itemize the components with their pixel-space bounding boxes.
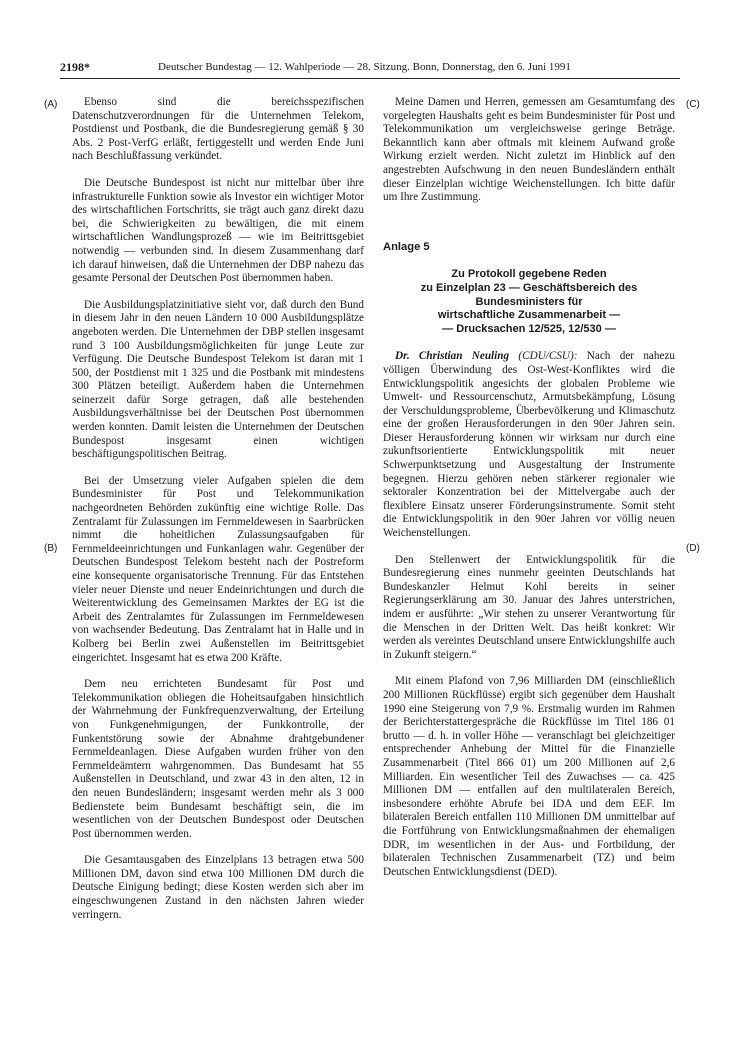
paragraph: Dem neu errichteten Bundesamt für Post und Telekommunikation obliegen die Hoheitsaufgaben hinsichtlich der Wahrnehmung der Funkfrequenzverwaltung, der Erteilung von Funkgenehmigungen, der Funkkontrolle, der Funkentstörung sowie der Abnahme drahtgebundener Fernmeldeanlagen. Diese Aufgaben wurden früher von den Fernmeldeämtern wahrgenommen. Das Bundesamt hat 55 Außenstellen in Deutschland, und zwar 43 in den alten, 12 in den neuen Bundesländern; insgesamt werden mehr als 3 000 Bedienstete beim Bundesamt beschäftigt sein, die im wesentlichen von der Deutschen Bundespost oder Deutschen Post übernommen werden.	[72, 678, 364, 840]
right-column	[383, 96, 675, 892]
paragraph: Bei der Umsetzung vieler Aufgaben spielen die dem Bundesminister für Post und Telekommunikation nachgeordneten Behörden zukünftig eine wichtige Rolle. Das Zentralamt für Zulassungen im Fernmeldewesen in Saarbrücken nimmt die hoheitlichen Zulassungsaufgaben für Fernmeldeeinrichtungen und Funkanlagen wahr. Gegenüber der Deutschen Bundespost Telekom besteht nach der Postreform eine konsequente organisatorische Trennung. Für das Entstehen vieler neuer Dienste und neuer Endeinrichtungen und durch die Weiterentwicklung des Gemeinsamen Marktes der EG ist die Arbeit des Zentralamtes für Zulassungen im Fernmeldewesen von wachsender Bedeutung. Das Zentralamt hat in Halle und in Kolberg bei Berlin zwei Außenstellen im Beitrittsgebiet eingerichtet. Insgesamt hat es etwa 200 Kräfte.	[72, 474, 364, 664]
appendix-title: Anlage 5	[383, 240, 430, 253]
margin-mark-c: (C)	[686, 99, 700, 110]
page-header	[60, 56, 680, 79]
paragraph: Ebenso sind die bereichsspezifischen Datenschutzverordnungen für die Unternehmen Telekom, Postdienst und Postbank, die die Bundesregierung gemäß § 30 Abs. 2 Post-VerfG erläßt, fertiggestellt und werden Ende Juni nach Beschlußfassung verkündet.	[72, 96, 364, 163]
paragraph: Die Gesamtausgaben des Einzelplans 13 betragen etwa 500 Millionen DM, davon sind etwa 100 Millionen DM durch die Deutsche Einigung bedingt; diese Kosten werden sich aber im eingeschwungenen Zustand in den nächsten Jahren wieder verringern.	[72, 854, 364, 921]
paragraph: Die Ausbildungsplatzinitiative sieht vor, daß durch den Bund in diesem Jahr in den neuen Ländern 10 000 Ausbildungsplätze angeboten werden. Die Unternehmen der DBP stellen insgesamt rund 3 100 Ausbildungsmöglichkeiten für junge Leute zur Verfügung. Die Deutsche Bundespost Telekom ist daran mit 1 500, der Postdienst mit 1 325 und die Postbank mit mindestens 300 Plätzen beteiligt. Außerdem haben die Unternehmen seinerzeit dafür Sorge getragen, daß alle bestehenden Ausbildungsverhältnisse bei der Deutschen Post übernommen werden konnten. Damit leisten die Unternehmen der Deutschen Bundespost insgesamt einen wichtigen beschäftigungspolitischen Beitrag.	[72, 298, 364, 461]
margin-mark-b: (B)	[44, 543, 58, 554]
speech-text: Nach der nahezu völligen Überwindung des Ost-West-Konfliktes wird die Entwicklungspolitik angesichts der globalen Probleme wie Umwelt- und Ressourcenschutz, Armutsbekämpfung, Lösung der Verschuldungsprobleme, Überbevölkerung und Klimaschutz eine der großen Herausforderungen in den 90er Jahren sein. Dieser Herausforderung können wir wirksam nur durch eine zukunftsorientierte Entwicklungspolitik mit neuer Schwerpunktsetzung und Ausgestaltung der Instrumente begegnen. Hierzu gehören neben stärkerer regionaler wie sektoraler Konzentration bei der Mittelvergabe auch der flexiblere Einsatz unserer Förderungsinstrumente. Somit steht die Entwicklungspolitik in den 90er Jahren vor völlig neuen Weichenstellungen.	[383, 350, 676, 540]
heading-line: zu Einzelplan 23 — Geschäftsbereich des	[420, 281, 638, 294]
paragraph: Den Stellenwert der Entwicklungspolitik für die Bundesregierung eines nunmehr geeinten Deutschlands hat Bundeskanzler Helmut Kohl bereits in seiner Regierungserklärung am 30. Januar des Jahres unterstrichen, indem er ausführte: „Wir stehen zu unserer Verantwortung für die Menschen in der Dritten Welt. Das heißt konkret: Wir werden als vereintes Deutschland unsere Entwicklungshilfe auch in Zukunft steigern.“	[383, 553, 675, 661]
margin-mark-a: (A)	[44, 99, 58, 110]
heading-line: wirtschaftliche Zusammenarbeit —	[437, 309, 621, 322]
speaker-name: Dr. Christian Neuling	[395, 350, 510, 363]
paragraph: Die Deutsche Bundespost ist nicht nur mittelbar über ihre infrastrukturelle Funktion sowie als Investor ein wichtiger Motor des wirtschaftlichen Fortschritts, sie trägt auch ganz direkt dazu bei, die Schwierigkeiten zu bewältigen, die mit einem wirtschaftlichen Wandlungsprozeß — wie im Beitrittsgebiet notwendig — verbunden sind. In diesem Zusammenhang darf ich darauf hinweisen, daß die Unternehmen der DBP nahezu das gesamte Personal der Deutschen Post übernommen haben.	[72, 176, 364, 285]
heading-line: Bundesministers für	[475, 295, 583, 308]
heading-line: Zu Protokoll gegebene Reden	[451, 268, 607, 281]
speech-heading	[383, 268, 675, 336]
speech-paragraph	[383, 350, 675, 540]
margin-mark-d: (D)	[686, 543, 700, 554]
page-number: 2198*	[60, 60, 90, 74]
running-head: Deutscher Bundestag — 12. Wahlperiode — 28. Sitzung. Bonn, Donnerstag, den 6. Juni 1991	[158, 61, 571, 73]
paragraph: Meine Damen und Herren, gemessen am Gesamtumfang des vorgelegten Haushalts geht es beim Bundesminister für Post und Telekommunikation um vergleichsweise geringe Beträge. Bekanntlich kann aber oftmals mit kleinem Aufwand große Wirkung erzielt werden. Nicht zuletzt im Hinblick auf den angestrebten Aufschwung in den neuen Bundesländern enthält dieser Einzelplan wichtige Weichenstellungen. Ich bitte dafür um Ihre Zustimmung.	[383, 96, 675, 204]
speaker-party: (CDU/CSU):	[518, 350, 578, 363]
paragraph: Mit einem Plafond von 7,96 Milliarden DM (einschließlich 200 Millionen Rückflüsse) ergibt sich gegenüber dem Haushalt 1990 eine Steigerung von 7,9 %. Erstmalig wurden im Rahmen der Berichterstattergespräche die Rückflüsse im Titel 186 01 brutto — d. h. in voller Höhe — veranschlagt bei gleichzeitiger entsprechender Anhebung der Mittel für die Finanzielle Zusammenarbeit (Titel 866 01) um 200 Millionen auf 2,6 Milliarden. Ein wesentlicher Teil des Zuwachses — ca. 425 Millionen DM — entfallen auf den multilateralen Bereich, insbesondere erhöhte Abrufe bei IDA und dem EEF. Im bilateralen Bereich entfallen 110 Millionen DM unmittelbar auf die Fortführung von Entwicklungsmaßnahmen der ehemaligen DDR, im wesentlichen in der Aus- und Fortbildung, der bilateralen Technischen Zusammenarbeit (TZ) und beim Deutschen Entwicklungsdienst (DED).	[383, 675, 675, 878]
heading-line: — Drucksachen 12/525, 12/530 —	[442, 322, 616, 335]
left-column	[72, 96, 364, 935]
